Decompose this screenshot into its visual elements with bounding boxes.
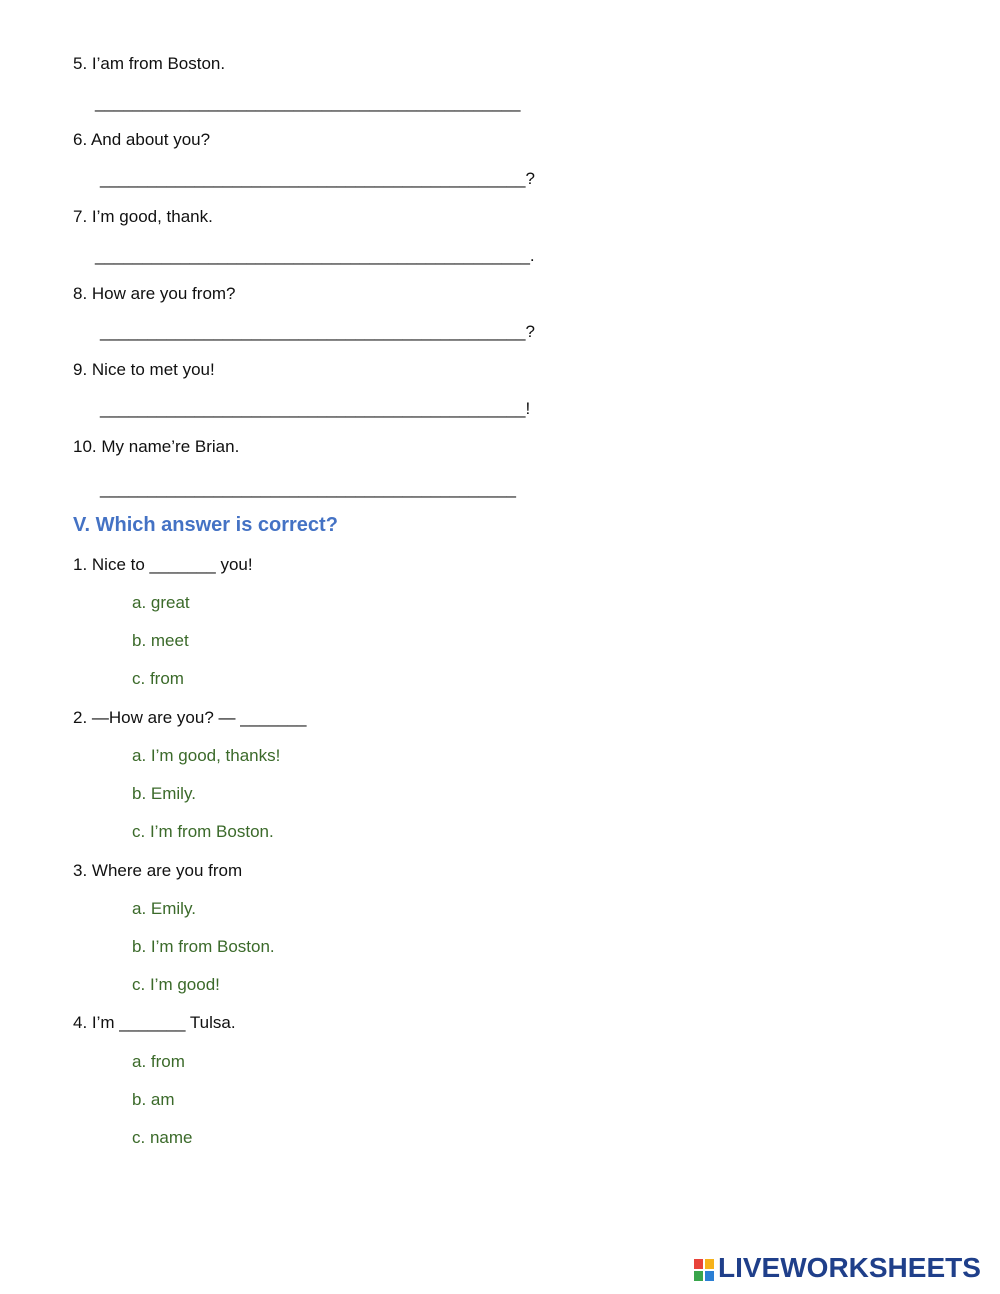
mc-option-3b[interactable]: b. I’m from Boston. xyxy=(132,937,275,956)
answer-underscore: ______________________________________________ xyxy=(95,246,530,265)
mc-option-2b[interactable]: b. Emily. xyxy=(132,784,196,803)
mc-option-3c[interactable]: c. I’m good! xyxy=(132,975,220,994)
mc-option-3a[interactable]: a. Emily. xyxy=(132,899,196,918)
liveworksheets-logo: LIVEWORKSHEETS xyxy=(718,1252,981,1283)
mc-option-1c[interactable]: c. from xyxy=(132,669,184,688)
section-heading: V. Which answer is correct? xyxy=(73,514,338,536)
answer-line-5[interactable] xyxy=(95,92,520,114)
mc-option-4c[interactable]: c. name xyxy=(132,1128,193,1147)
mc-option-4b[interactable]: b. am xyxy=(132,1090,175,1109)
question-9: 9. Nice to met you! xyxy=(73,360,215,379)
end-mark: ? xyxy=(525,322,535,341)
answer-underscore: _____________________________________________ xyxy=(95,93,521,112)
answer-underscore: ____________________________________________ xyxy=(100,479,517,498)
end-mark: . xyxy=(529,246,535,265)
answer-underscore: _____________________________________________ xyxy=(100,322,526,341)
question-8: 8. How are you from? xyxy=(73,284,236,303)
answer-underscore: _____________________________________________ xyxy=(100,399,526,418)
mc-option-4a[interactable]: a. from xyxy=(132,1052,185,1071)
answer-line-6[interactable] xyxy=(100,168,535,190)
mc-question-2: 2. —How are you? — _______ xyxy=(73,708,307,727)
answer-line-9[interactable] xyxy=(100,398,530,420)
answer-line-7[interactable] xyxy=(95,245,535,267)
question-7: 7. I’m good, thank. xyxy=(73,207,213,226)
answer-line-8[interactable] xyxy=(100,321,535,343)
end-mark: ! xyxy=(525,399,531,418)
mc-option-1b[interactable]: b. meet xyxy=(132,631,189,650)
end-mark: ? xyxy=(525,169,535,188)
question-10: 10. My name’re Brian. xyxy=(73,437,240,456)
mc-question-4: 4. I’m _______ Tulsa. xyxy=(73,1013,236,1032)
mc-option-2a[interactable]: a. I’m good, thanks! xyxy=(132,746,281,765)
liveworksheets-logo-icon xyxy=(694,1259,714,1281)
question-5: 5. I’am from Boston. xyxy=(73,54,226,73)
mc-option-2c[interactable]: c. I’m from Boston. xyxy=(132,822,274,841)
answer-line-10[interactable] xyxy=(100,478,516,500)
mc-question-1: 1. Nice to _______ you! xyxy=(73,555,253,574)
answer-underscore: _____________________________________________ xyxy=(100,169,526,188)
question-6: 6. And about you? xyxy=(73,130,211,149)
mc-option-1a[interactable]: a. great xyxy=(132,593,190,612)
mc-question-3: 3. Where are you from xyxy=(73,861,243,880)
